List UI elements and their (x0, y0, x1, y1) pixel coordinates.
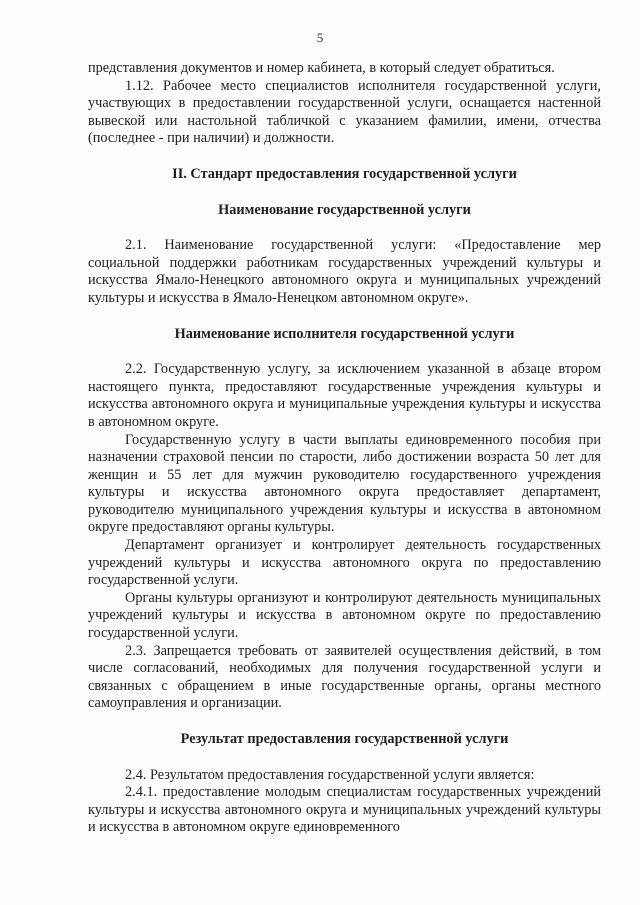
page-number: 5 (316, 30, 324, 45)
section-heading-2: II. Стандарт предоставления государственной услуги (172, 165, 517, 182)
subheading-service-executor: Наименование исполнителя государственной услуги (174, 325, 515, 342)
spacer (88, 219, 601, 237)
paragraph-2-3: 2.3. Запрещается требовать от заявителей осуществления действий, в том числе согласований, необходимых для получения государственной услуги и связанных с обращением в иные государственные органы, органы местного самоуправления и организации. (88, 642, 601, 712)
paragraph-2-2-d: Органы культуры организуют и контролируют деятельность муниципальных учреждений культуры и искусства в автономном округе по предоставлению государственной услуги. (88, 589, 601, 642)
paragraph-2-2-b: Государственную услугу в части выплаты единовременного пособия при назначении страховой пенсии по старости, либо достижении возраста 50 лет для женщин и 55 лет для мужчин руководителю государственного учреждения культуры и искусства автономного округа предоставляет департамент, руководителю муниципального учреждения культуры и искусства в автономном округе предоставляют органы культуры. (88, 431, 601, 536)
paragraph-continuation: представления документов и номер кабинета, в который следует обратиться. (88, 60, 555, 76)
spacer (88, 148, 601, 166)
paragraph-2-4: 2.4. Результатом предоставления государственной услуги является: (125, 766, 535, 783)
spacer (88, 308, 601, 326)
subheading-service-result: Результат предоставления государственной услуги (180, 731, 509, 747)
subheading-service-name: Наименование государственной услуги (218, 201, 471, 218)
paragraph-1-12: 1.12. Рабочее место специалистов исполнителя государственной услуги, участвующих в предоставлении государственной услуги, оснащается настенной вывеской или настольной табличкой с указанием фамилии, имени, отчества (последнее - при наличии) и должности. (88, 77, 601, 147)
spacer (88, 184, 601, 202)
paragraph-2-1: 2.1. Наименование государственной услуги: «Предоставление мер социальной поддержки работникам государственных учреждений культуры и искусства Ямало-Ненецкого автономного округа и муниципальных учреждений культуры и искусства в Ямало-Ненецком автономном округе». (88, 237, 601, 306)
paragraph-2-2-c: Департамент организует и контролирует деятельность государственных учреждений культуры и искусства автономного округа по предоставлению государственной услуги. (88, 537, 601, 589)
spacer (88, 749, 601, 767)
paragraph-2-2: 2.2. Государственную услугу, за исключением указанной в абзаце втором настоящего пункта, предоставляют государственные учреждения культуры и искусства автономного округа и муниципальные учреждения культуры и искусства в автономном округе. (88, 361, 601, 430)
spacer (88, 343, 601, 361)
document-body (88, 60, 601, 837)
paragraph-2-4-1: 2.4.1. предоставление молодым специалистам государственных учреждений культуры и искусства автономного округа и муниципальных учреждений культуры и искусства в автономном округе единовременного (88, 784, 601, 836)
spacer (88, 713, 601, 731)
